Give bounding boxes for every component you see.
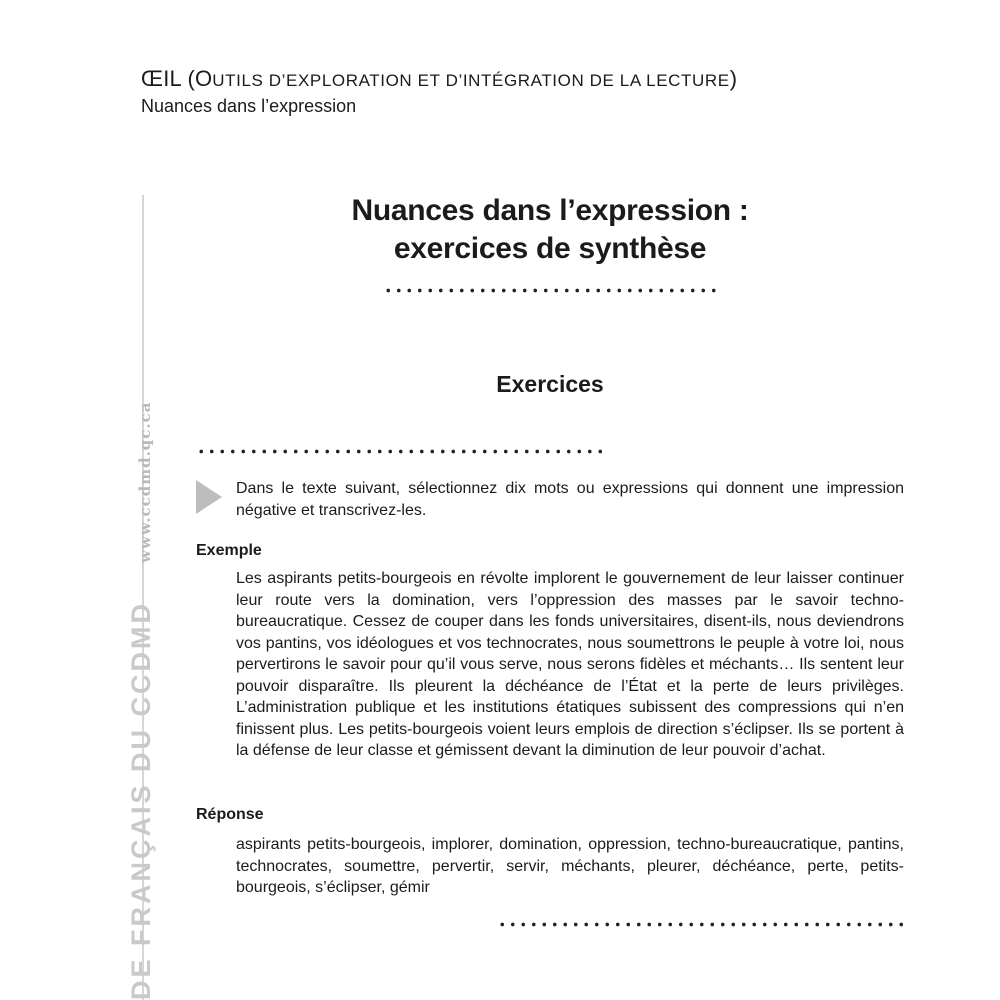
- section-dotted-rule: [196, 449, 608, 454]
- instruction-text: Dans le texte suivant, sélectionnez dix mots ou expressions qui donnent une impression négative et transcrivez-les.: [236, 480, 904, 519]
- sidebar-url: www.ccdmd.qc.ca: [136, 401, 154, 563]
- example-paragraph: Les aspirants petits-bourgeois en révolte implorent le gouvernement de leur laisser continuer leur route vers la domination, vers l’oppression des masses par le savoir techno-bureaucratique. Cessez de couper dans les fonds universitaires, disent-ils, nous deviendrons vos pantins, vos idéologues et vos technocrates, nous soumettrons le peuple à votre loi, nous pervertirons le savoir pour qu’il vous serve, nous serons fidèles et méchants… Ils sentent leur pouvoir disparaître. Ils pleurent la déchéance de l’État et la perte de leurs privilèges. L’administration publique et les institutions étatiques subissent des compressions qui n’en finissent plus. Les petits-bourgeois voient leurs emplois de direction s’éclipser. Ils se portent à la défense de leur classe et gémissent devant la diminution de leur pouvoir d’achat.: [236, 570, 904, 759]
- triangle-arrow-icon: [196, 480, 222, 514]
- sidebar-text: DE FRANÇAIS DU CCDMD: [126, 601, 156, 1000]
- title-dotted-rule: [383, 288, 719, 293]
- end-dotted-rule: [497, 922, 905, 927]
- example-label: Exemple: [196, 542, 262, 559]
- answer-paragraph: aspirants petits-bourgeois, implorer, domination, oppression, techno-bureaucratique, pantins, technocrates, soumettre, pervertir, servir, méchants, pleurer, déchéance, perte, petits-bourgeois, s’éclipser, gémir: [236, 836, 904, 896]
- header-title: [141, 66, 737, 94]
- vertical-sidebar: [126, 402, 157, 1000]
- running-header: [141, 66, 737, 117]
- header-title-close: ): [729, 66, 738, 91]
- header-subtitle: Nuances dans l’expression: [141, 96, 357, 116]
- header-title-o: O: [194, 66, 213, 91]
- header-title-lead: ŒIL (: [141, 66, 195, 91]
- page-title-line2: exercices de synthèse: [393, 232, 707, 265]
- header-title-smallcaps: UTILS D’EXPLORATION ET D’INTÉGRATION DE LA LECTURE: [212, 71, 730, 90]
- page-title: [300, 192, 800, 268]
- answer-label: Réponse: [196, 806, 264, 823]
- page-title-line1: Nuances dans l’expression :: [351, 194, 749, 227]
- section-heading: Exercices: [496, 371, 604, 397]
